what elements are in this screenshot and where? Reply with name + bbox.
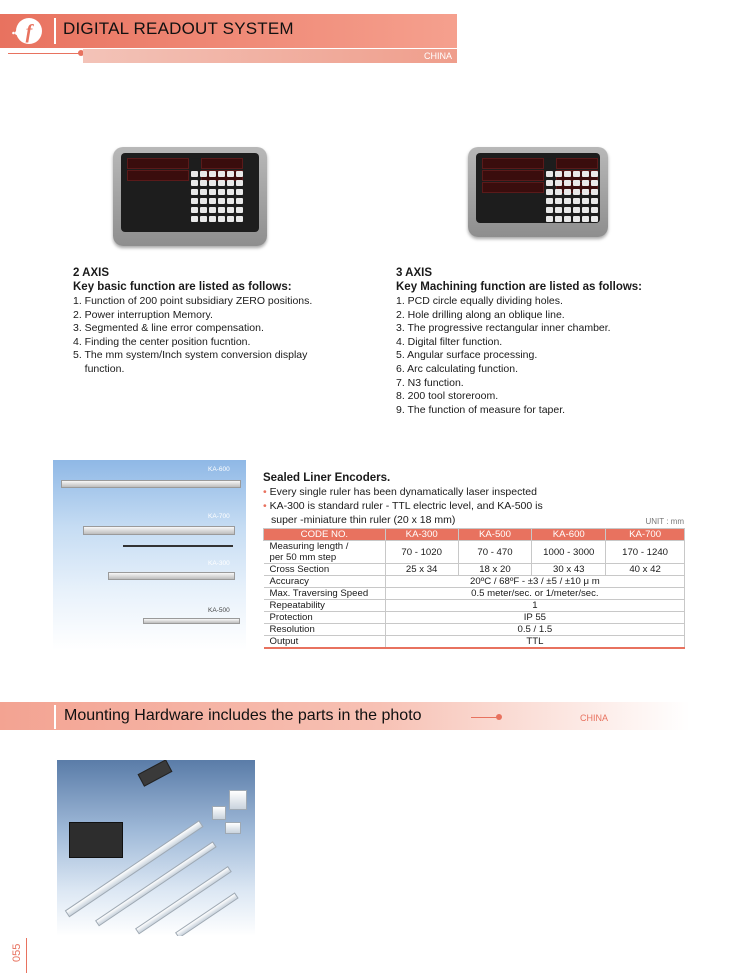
dro-key [591,198,598,204]
bracket-part [138,760,173,787]
table-row [264,576,685,588]
dro-key [591,180,598,186]
dro-key [582,189,589,195]
axis3-section [396,266,642,417]
block-part [212,806,226,820]
row-label: Resolution [264,624,386,636]
ruler-ka700 [83,526,235,535]
photo-label: KA-500 [208,607,230,614]
dro-key [218,180,225,186]
ruler-ka500 [143,618,240,624]
dro-key [555,198,562,204]
dro-key [227,171,234,177]
dro-key [573,189,580,195]
brand-logo-icon [12,16,46,46]
mounting-plate-part [69,822,123,858]
dro-key [227,207,234,213]
dro-key [555,180,562,186]
list-item: 2. Hole drilling along an oblique line. [396,308,565,321]
dro-key [555,189,562,195]
row-label-line: Measuring length / [269,541,349,552]
table-row [264,636,685,649]
dro-key [236,198,243,204]
page-number: 055 [11,943,23,962]
row-label: Protection [264,612,386,624]
bullet-text: Every single ruler has been dynamatically laser inspected [269,486,537,498]
dro-key [218,198,225,204]
table-cell: 70 - 470 [458,541,532,564]
dro-display [482,170,544,181]
table-cell: 0.5 meter/sec. or 1/meter/sec. [385,588,684,600]
dro-key [582,171,589,177]
dro-key [218,207,225,213]
dro-key [564,171,571,177]
header-rule [8,53,79,54]
dro-key [191,207,198,213]
dro-key [209,189,216,195]
axis3-subtitle: Key Machining function are listed as follows: [396,281,643,293]
encoder-bullet [263,486,537,498]
table-cell: 20ºC / 68ºF - ±3 / ±5 / ±10 μ m [385,576,684,588]
list-item: 1. PCD circle equally dividing holes. [396,295,563,307]
dro-key [582,198,589,204]
encoders-photo [53,460,246,650]
unit-label: UNIT : mm [645,517,684,526]
ruler-ka600 [61,480,241,488]
rail-part [135,866,232,934]
mounting-rule [471,717,497,718]
header-origin: CHINA [423,51,452,61]
dro-key [546,180,553,186]
list-item: 3. The progressive rectangular inner chamber. [396,322,611,335]
dro-key [573,171,580,177]
dro-key [191,171,198,177]
table-header-cell: CODE NO. [264,529,386,541]
dro-key [200,216,207,222]
dro-key [573,216,580,222]
list-item: 1. Function of 200 point subsidiary ZERO positions. [73,295,313,307]
dro-key [582,216,589,222]
dro-3-axis-photo [468,147,608,237]
list-item: 5. The mm system/Inch system conversion display [73,349,308,362]
table-row [264,600,685,612]
photo-label: KA-300 [208,560,230,567]
dro-key [236,216,243,222]
dro-display [127,158,189,169]
table-cell: 30 x 43 [532,564,606,576]
list-item: 9. The function of measure for taper. [396,403,566,416]
header-subbar [83,49,457,63]
ruler-ka300 [108,572,235,580]
encoder-bullet-cont: super -miniature thin ruler (20 x 18 mm) [271,514,456,526]
dro-key [191,216,198,222]
dro-key [546,216,553,222]
dro-key [227,189,234,195]
dro-key [191,189,198,195]
spec-table [263,528,685,649]
list-item: 6. Arc calculating function. [396,362,518,375]
table-header-cell: KA-500 [458,529,532,541]
dro-display [201,158,243,169]
table-row [264,624,685,636]
dro-screen [121,153,259,232]
dro-key [191,180,198,186]
list-item: 5. Angular surface processing. [396,349,538,362]
dro-key [200,180,207,186]
block-part [225,822,241,834]
table-row [264,564,685,576]
dro-key [227,180,234,186]
dro-key [546,207,553,213]
table-row [264,612,685,624]
dro-key [200,207,207,213]
axis2-section [73,266,312,377]
row-label: Output [264,636,386,649]
dro-2-axis-photo [113,147,267,246]
mounting-separator [54,705,56,729]
list-item: 2. Power interruption Memory. [73,308,213,321]
axis3-list [396,295,642,417]
bullet-icon: • [263,486,267,498]
page-title: DIGITAL READOUT SYSTEM [63,19,294,38]
dro-key [218,171,225,177]
mounting-hardware-photo [57,760,255,936]
table-cell: 40 x 42 [606,564,685,576]
table-cell: 25 x 34 [385,564,458,576]
list-item: 8. 200 tool storeroom. [396,390,499,403]
dro-display [127,170,189,181]
dro-key [227,216,234,222]
dro-key [555,171,562,177]
mounting-rule-dot [496,714,502,720]
table-header-cell: KA-600 [532,529,606,541]
dro-key [200,171,207,177]
dro-key [209,171,216,177]
dro-key [209,207,216,213]
block-part [229,790,247,810]
dro-key [218,216,225,222]
ruler-cable [123,545,233,547]
dro-key [236,207,243,213]
list-item: 3. Segmented & line error compensation. [73,322,264,335]
dro-key [546,189,553,195]
dro-key [191,198,198,204]
dro-key [236,189,243,195]
table-cell: TTL [385,636,684,649]
row-label: Accuracy [264,576,386,588]
dro-display [556,158,598,169]
dro-screen [476,153,600,223]
dro-key [591,207,598,213]
mounting-title: Mounting Hardware includes the parts in the photo [64,707,422,724]
list-item: 4. Finding the center position fucntion. [73,335,251,348]
dro-key [564,207,571,213]
row-label: Cross Section [264,564,386,576]
dro-key [573,207,580,213]
row-label: Max. Traversing Speed [264,588,386,600]
bullet-text: KA-300 is standard ruler - TTL electric level, and KA-500 is [269,500,543,512]
dro-key [564,180,571,186]
table-cell: 18 x 20 [458,564,532,576]
page-number-rule [26,938,27,973]
dro-display [482,182,544,193]
table-cell: 0.5 / 1.5 [385,624,684,636]
table-header-cell: KA-300 [385,529,458,541]
dro-key [200,189,207,195]
photo-label: KA-600 [208,466,230,473]
table-cell: 1 [385,600,684,612]
dro-key [546,198,553,204]
dro-key [564,216,571,222]
header-separator [54,18,56,44]
table-cell: 1000 - 3000 [532,541,606,564]
table-cell: 70 - 1020 [385,541,458,564]
table-row [264,541,685,564]
dro-key [582,207,589,213]
dro-key [227,198,234,204]
dro-key [573,180,580,186]
dro-key [564,189,571,195]
list-item: 4. Digital filter function. [396,335,503,348]
row-label-line: per 50 mm step [269,552,337,563]
row-label [264,541,386,564]
axis2-subtitle: Key basic function are listed as follows: [73,281,292,293]
axis3-title: 3 AXIS [396,267,433,279]
dro-key [209,216,216,222]
photo-label: KA-700 [208,513,230,520]
dro-key [546,171,553,177]
dro-key [591,189,598,195]
table-header-row [264,529,685,541]
table-cell: 170 - 1240 [606,541,685,564]
dro-key [209,180,216,186]
dro-key [209,198,216,204]
table-row [264,588,685,600]
dro-key [236,171,243,177]
dro-key [591,171,598,177]
bullet-icon: • [263,500,267,512]
table-header-cell: KA-700 [606,529,685,541]
logo-letter: f [25,21,33,43]
mounting-origin: CHINA [580,713,609,723]
encoders-title: Sealed Liner Encoders. [263,472,391,484]
dro-key [564,198,571,204]
list-item: 7. N3 function. [396,376,464,389]
table-cell: IP 55 [385,612,684,624]
axis2-list [73,295,312,377]
row-label: Repeatability [264,600,386,612]
dro-key [591,216,598,222]
dro-key [200,198,207,204]
list-item: function. [73,362,125,375]
dro-key [573,198,580,204]
dro-key [555,207,562,213]
dro-key [555,216,562,222]
axis2-title: 2 AXIS [73,267,110,279]
dro-key [218,189,225,195]
dro-key [582,180,589,186]
dro-display [482,158,544,169]
dro-key [236,180,243,186]
encoder-bullet [263,500,543,512]
